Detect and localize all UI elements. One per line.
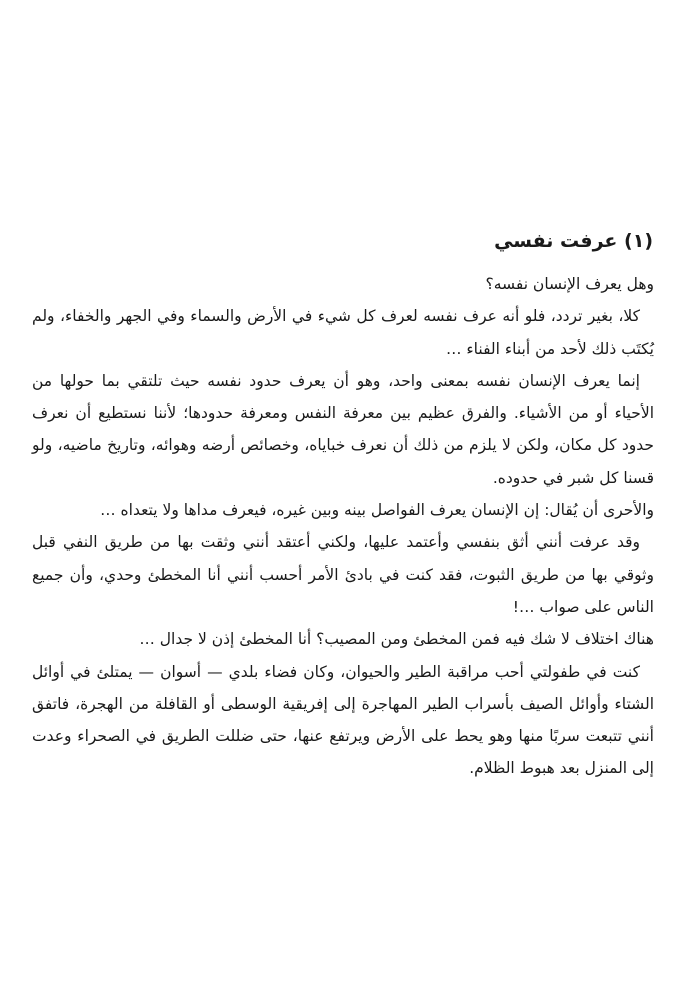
paragraph: كلا، بغير تردد، فلو أنه عرف نفسه لعرف كل شيء في الأرض والسماء وفي الجهر والخفاء، ولم يُكتَب ذلك لأحد من أبناء الفناء …	[32, 307, 654, 358]
paragraph: هناك اختلاف لا شك فيه فمن المخطئ ومن المصيب؟ أنا المخطئ إذن لا جدال …	[139, 630, 654, 649]
paragraph: إنما يعرف الإنسان نفسه بمعنى واحد، وهو أن يعرف حدود نفسه حيث تلتقي بما حولها من الأحياء أو من الأشياء. والفرق عظيم بين معرفة النفس ومعرفة حدودها؛ لأننا نستطيع أن نعرف حدود كل مكان، ولكن لا يلزم من ذلك أن نعرف خباياه، وخصائص أرضه وهوائه، وتاريخ ماضيه، ولو قسنا كل شبر في حدوده.	[32, 371, 654, 487]
paragraph: وقد عرفت أنني أثق بنفسي وأعتمد عليها، ولكني أعتقد أنني وثقت بها من طريق النفي قبل وثوقي بها من طريق الثبوت، فقد كنت في بادئ الأمر أحسب أنني أنا المخطئ وحدي، وأن جميع الناس على صواب …!	[32, 533, 654, 616]
chapter-body	[32, 268, 654, 785]
chapter-title: (١) عرفت نفسي	[494, 230, 653, 252]
paragraph: وهل يعرف الإنسان نفسه؟	[485, 275, 654, 293]
paragraph: والأحرى أن يُقال: إن الإنسان يعرف الفواصل بينه وبين غيره، فيعرف مداها ولا يتعداه …	[100, 501, 654, 520]
paragraph: كنت في طفولتي أحب مراقبة الطير والحيوان، وكان فضاء بلدي — أسوان — يمتلئ في أوائل الشتاء وأوائل الصيف بأسراب الطير المهاجرة إلى إفريقية الوسطى أو القافلة من الهجرة، فاتفق أنني تتبعت سربًا منها وهو يحط على الأرض ويرتفع عنها، حتى ضللت الطريق في الصحراء وعدت إلى المنزل بعد هبوط الظلام.	[32, 662, 654, 778]
